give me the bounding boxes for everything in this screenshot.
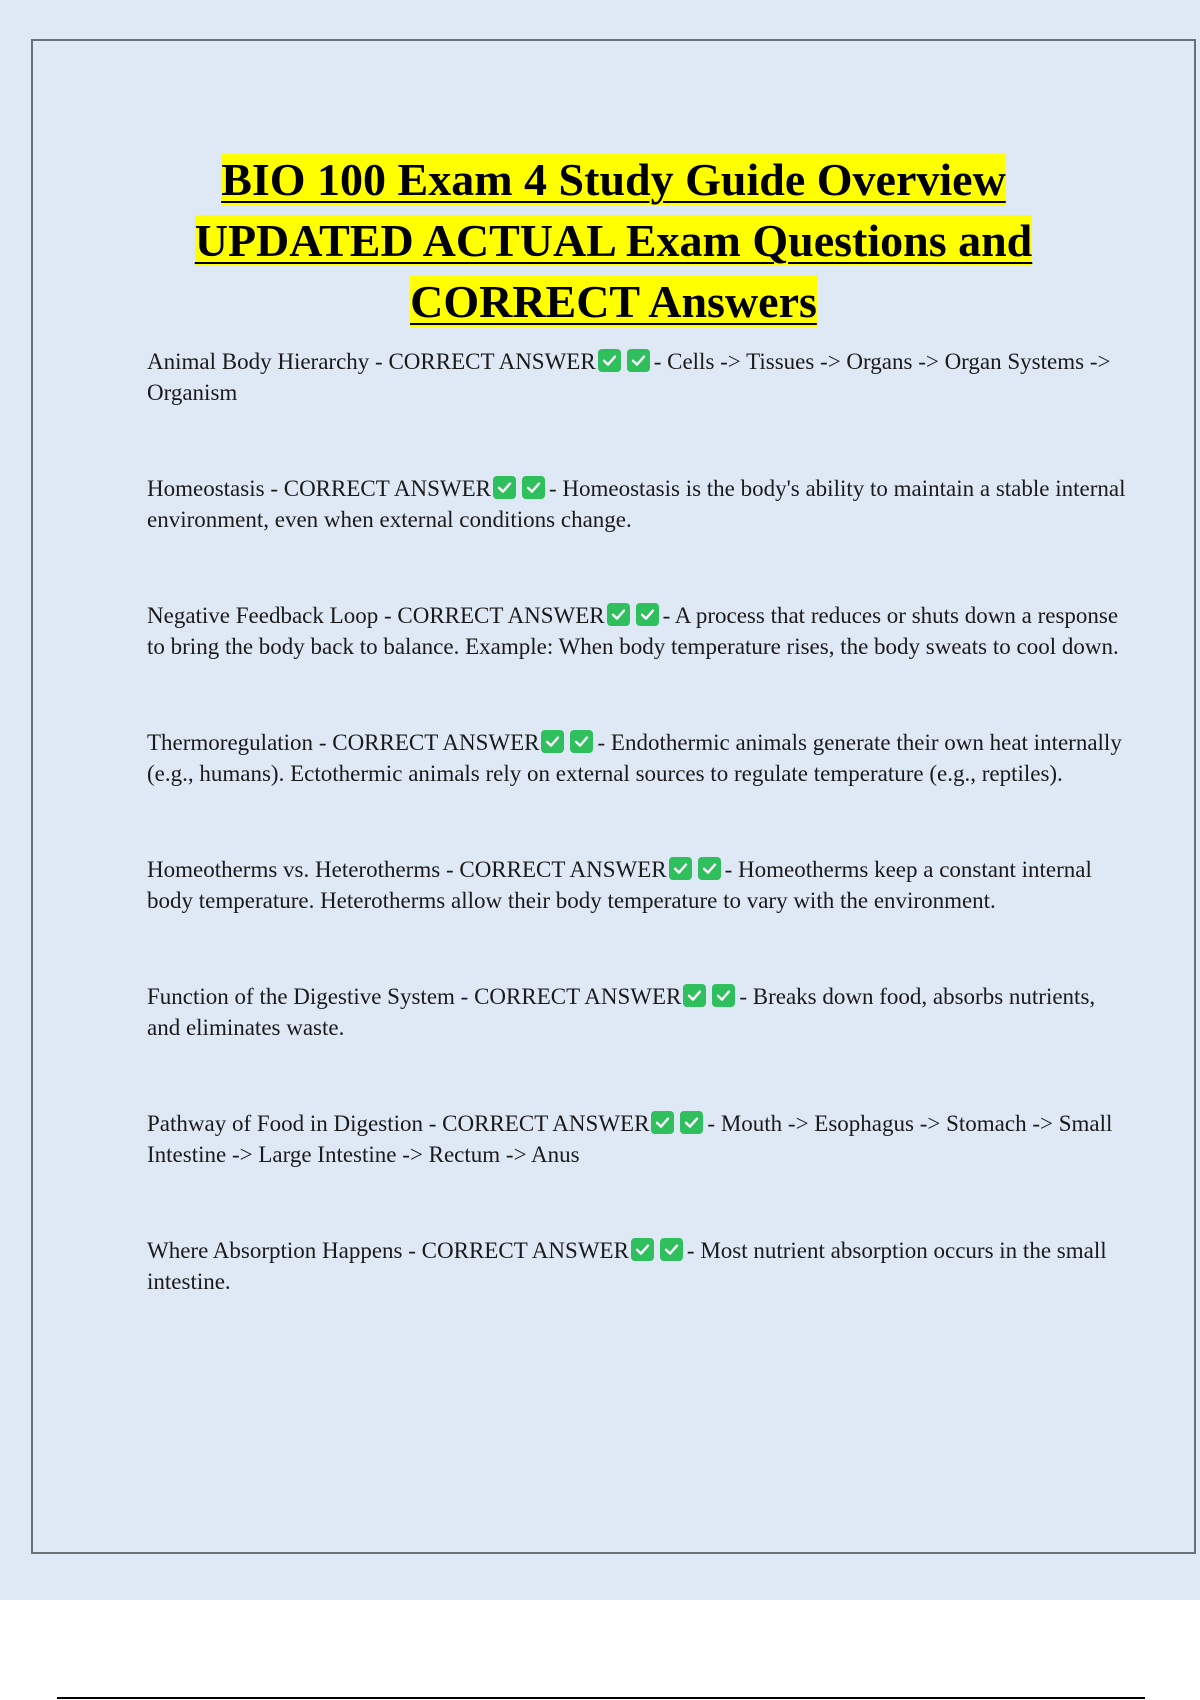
title-line-text: BIO 100 Exam 4 Study Guide Overview — [221, 154, 1006, 205]
title-line — [33, 149, 1194, 210]
correct-answer-label: CORRECT ANSWER — [332, 730, 540, 755]
title-line-text: UPDATED ACTUAL Exam Questions and — [194, 215, 1033, 266]
check-mark-icon — [712, 984, 735, 1007]
check-mark-icon — [683, 984, 706, 1007]
correct-answer-label: CORRECT ANSWER — [397, 603, 605, 628]
document-frame — [31, 39, 1196, 1554]
footer-divider — [57, 1697, 1145, 1699]
entry-term: Animal Body Hierarchy — [147, 349, 370, 374]
document-title — [33, 149, 1194, 332]
correct-answer-label: CORRECT ANSWER — [459, 857, 667, 882]
entry-answer: - A process that reduces or shuts down a response to bring the body back to balance. Example: When body temperature rises, the body sweats to cool down. — [147, 603, 1119, 659]
check-mark-icon — [636, 603, 659, 626]
entry-term: Homeostasis — [147, 476, 265, 501]
entry-answer: - Cells -> Tissues -> Organs -> Organ Systems -> Organism — [147, 349, 1111, 405]
title-line-text: CORRECT Answers — [410, 276, 817, 327]
qa-entry: Animal Body Hierarchy - CORRECT ANSWER - Cells -> Tissues -> Organs -> Organ Systems -> Organism — [147, 349, 1111, 405]
check-mark-icon — [680, 1111, 703, 1134]
correct-answer-label: CORRECT ANSWER — [388, 349, 596, 374]
entry-term: Homeotherms vs. Heterotherms — [147, 857, 441, 882]
check-mark-icon — [669, 857, 692, 880]
qa-entry: Homeotherms vs. Heterotherms - CORRECT ANSWER - Homeotherms keep a constant internal body temperature. Heterotherms allow their body temperature to vary with the environment. — [147, 857, 1092, 913]
correct-answer-label: CORRECT ANSWER — [283, 476, 491, 501]
entry-answer: - Homeostasis is the body's ability to maintain a stable internal environment, even when external conditions change. — [147, 476, 1126, 532]
check-mark-icon — [607, 603, 630, 626]
qa-entry: Homeostasis - CORRECT ANSWER - Homeostasis is the body's ability to maintain a stable internal environment, even when external conditions change. — [147, 476, 1126, 532]
qa-entry: Function of the Digestive System - CORRECT ANSWER - Breaks down food, absorbs nutrients, and eliminates waste. — [147, 984, 1096, 1040]
qa-entries-list — [147, 347, 1127, 1363]
entry-answer: - Homeotherms keep a constant internal body temperature. Heterotherms allow their body temperature to vary with the environment. — [147, 857, 1092, 913]
entry-answer: - Most nutrient absorption occurs in the small intestine. — [147, 1238, 1107, 1294]
qa-entry: Negative Feedback Loop - CORRECT ANSWER - A process that reduces or shuts down a response to bring the body back to balance. Example: When body temperature rises, the body sweats to cool down. — [147, 603, 1119, 659]
check-mark-icon — [598, 349, 621, 372]
check-mark-icon — [631, 1238, 654, 1261]
entry-term: Thermoregulation — [147, 730, 314, 755]
title-line — [33, 210, 1194, 271]
entry-term: Function of the Digestive System — [147, 984, 455, 1009]
check-mark-icon — [522, 476, 545, 499]
check-mark-icon — [651, 1111, 674, 1134]
check-mark-icon — [570, 730, 593, 753]
qa-entry: Pathway of Food in Digestion - CORRECT ANSWER - Mouth -> Esophagus -> Stomach -> Small Intestine -> Large Intestine -> Rectum -> Anus — [147, 1111, 1113, 1167]
entry-term: Pathway of Food in Digestion — [147, 1111, 423, 1136]
title-line — [33, 271, 1194, 332]
qa-entry: Thermoregulation - CORRECT ANSWER - Endothermic animals generate their own heat internally (e.g., humans). Ectothermic animals rely on external sources to regulate temperature (e.g., reptiles). — [147, 730, 1122, 786]
entry-term: Negative Feedback Loop — [147, 603, 379, 628]
entry-answer: - Endothermic animals generate their own heat internally (e.g., humans). Ectothermic animals rely on external sources to regulate temperature (e.g., reptiles). — [147, 730, 1122, 786]
check-mark-icon — [660, 1238, 683, 1261]
entry-term: Where Absorption Happens — [147, 1238, 403, 1263]
correct-answer-label: CORRECT ANSWER — [421, 1238, 629, 1263]
qa-entry: Where Absorption Happens - CORRECT ANSWER - Most nutrient absorption occurs in the small intestine. — [147, 1238, 1107, 1294]
check-mark-icon — [627, 349, 650, 372]
correct-answer-label: CORRECT ANSWER — [474, 984, 682, 1009]
correct-answer-label: CORRECT ANSWER — [442, 1111, 650, 1136]
check-mark-icon — [698, 857, 721, 880]
check-mark-icon — [493, 476, 516, 499]
check-mark-icon — [541, 730, 564, 753]
entry-answer: - Mouth -> Esophagus -> Stomach -> Small Intestine -> Large Intestine -> Rectum -> Anus — [147, 1111, 1113, 1167]
entry-answer: - Breaks down food, absorbs nutrients, and eliminates waste. — [147, 984, 1096, 1040]
